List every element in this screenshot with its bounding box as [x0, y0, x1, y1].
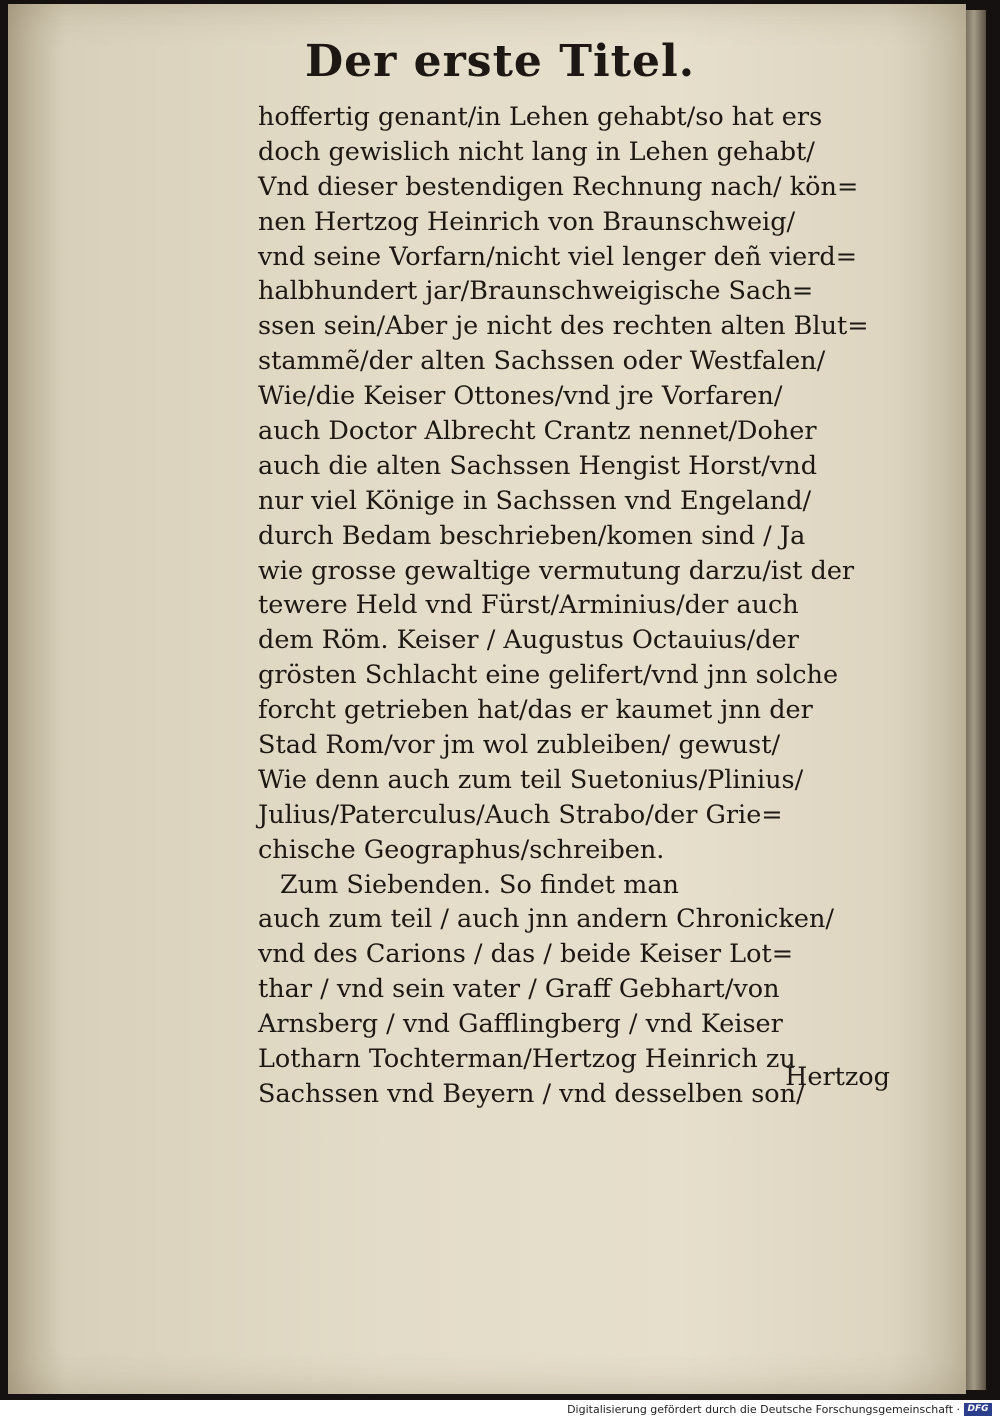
text-line: durch Bedam beschrieben/komen sind / Ja [258, 520, 806, 551]
text-line: Stad Rom/vor jm wol zubleiben/ gewust/ [258, 730, 781, 761]
text-line: nen Hertzog Heinrich von Braunschweig/ [258, 206, 796, 237]
text-line: Wie/die Keiser Ottones/vnd jre Vorfaren/ [258, 381, 783, 412]
text-line: doch gewislich nicht lang in Lehen gehabt/ [258, 136, 815, 167]
text-line: Lotharn Tochterman/Hertzog Heinrich zu [258, 1044, 796, 1075]
text-line: Julius/Paterculus/Auch Strabo/der Grie= [258, 799, 783, 830]
page-edge [966, 10, 986, 1390]
funding-notice: Digitalisierung gefördert durch die Deutsche Forschungsgemeinschaft · [567, 1403, 960, 1416]
catchword: Hertzog [785, 1062, 890, 1092]
text-line: Vnd dieser bestendigen Rechnung nach/ kön= [258, 171, 859, 202]
text-line: chische Geographus/schreiben. [258, 834, 665, 865]
text-line: dem Röm. Keiser / Augustus Octauius/der [258, 625, 799, 656]
running-header: Der erste Titel. [304, 36, 696, 87]
text-line: forcht getrieben hat/das er kaumet jnn der [258, 695, 813, 726]
text-line: vnd des Carions / das / beide Keiser Lot= [258, 939, 794, 970]
body-text [258, 100, 908, 1112]
text-line: hoffertig genant/in Lehen gehabt/so hat ers [258, 102, 823, 132]
text-line: Sachssen vnd Beyern / vnd desselben son/ [258, 1078, 805, 1109]
text-line: stammẽ/der alten Sachssen oder Westfalen/ [258, 346, 826, 377]
text-line: vnd seine Vorfarn/nicht viel lenger deñ vierd= [258, 241, 858, 272]
text-line: auch die alten Sachssen Hengist Horst/vnd [258, 450, 818, 481]
text-line: nur viel Könige in Sachssen vnd Engeland/ [258, 485, 812, 516]
text-line: ssen sein/Aber je nicht des rechten alten Blut= [258, 311, 869, 342]
text-line: wie grosse gewaltige vermutung darzu/ist der [258, 555, 855, 586]
text-line: auch zum teil / auch jnn andern Chronicken/ [258, 904, 834, 935]
text-line: grösten Schlacht eine gelifert/vnd jnn solche [258, 660, 839, 691]
section-heading-line: Zum Siebenden. So findet man [280, 869, 679, 900]
text-line: thar / vnd sein vater / Graff Gebhart/von [258, 974, 780, 1005]
text-line: tewere Held vnd Fürst/Arminius/der auch [258, 590, 799, 621]
text-line: auch Doctor Albrecht Crantz nennet/Doher [258, 416, 817, 447]
text-line: halbhundert jar/Braunschweigische Sach= [258, 276, 814, 307]
text-line: Arnsberg / vnd Gafflingberg / vnd Keiser [258, 1009, 783, 1040]
dfg-logo: DFG [964, 1403, 992, 1416]
text-line: Wie denn auch zum teil Suetonius/Plinius/ [258, 764, 804, 795]
